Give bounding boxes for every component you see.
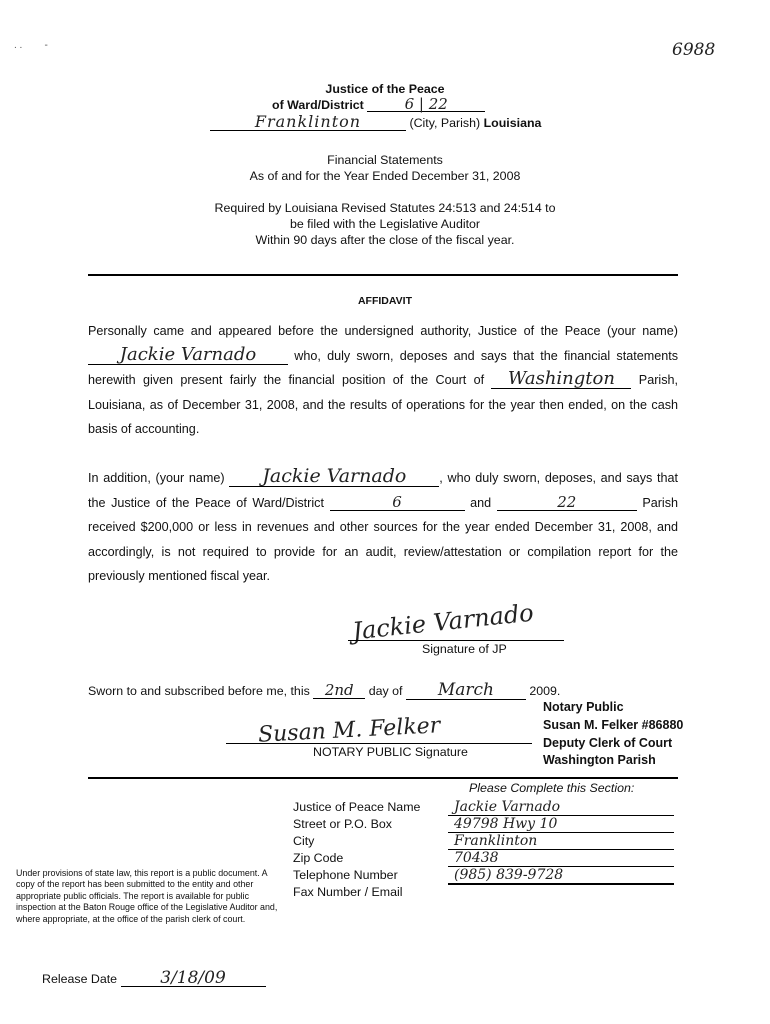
p1-name-fill: Jackie Varnado bbox=[88, 346, 288, 365]
jp-signature-line bbox=[348, 640, 564, 641]
scan-specks: . . - bbox=[14, 40, 48, 51]
sworn-year: 2009. bbox=[529, 684, 561, 698]
contact-instruction: Please Complete this Section: bbox=[469, 781, 635, 795]
sworn-month-fill: March bbox=[406, 682, 526, 700]
notary-stamp-line-1: Notary Public bbox=[543, 700, 624, 714]
notary-stamp-line-4: Washington Parish bbox=[543, 753, 656, 767]
label-city: City bbox=[293, 834, 315, 848]
ward-row bbox=[272, 97, 485, 112]
divider-top bbox=[88, 274, 678, 276]
value-fax-email bbox=[448, 884, 674, 885]
notary-signature: Susan M. Felker bbox=[257, 713, 441, 748]
p1-text-c: Parish, Louisiana, as of December 31, 2008, and the results of operations for the year then ended, on the cash basis of accounting. bbox=[88, 373, 678, 436]
release-date-row bbox=[42, 970, 266, 987]
required-line-3: Within 90 days after the close of the fiscal year. bbox=[255, 233, 515, 247]
p2-ward2-fill: 22 bbox=[497, 495, 637, 511]
p2-text-b: , who duly sworn, deposes, and says that the Justice of the Peace of Ward/District bbox=[88, 471, 678, 510]
ward-value: 6 | 22 bbox=[367, 97, 485, 112]
subtitle-financial: Financial Statements bbox=[327, 153, 443, 167]
required-line-1: Required by Louisiana Revised Statutes 24:513 and 24:514 to bbox=[214, 201, 556, 215]
notary-signature-label: NOTARY PUBLIC Signature bbox=[313, 745, 468, 759]
p1-court-fill: Washington bbox=[491, 370, 631, 389]
sworn-row bbox=[88, 682, 560, 700]
notary-signature-line bbox=[226, 743, 532, 744]
divider-bottom bbox=[88, 777, 678, 779]
affidavit-heading: AFFIDAVIT bbox=[357, 295, 413, 307]
notary-stamp-line-3: Deputy Clerk of Court bbox=[543, 736, 673, 750]
p1-text-a: Personally came and appeared before the undersigned authority, Justice of the Peace (your name) bbox=[88, 324, 678, 338]
p2-text-c: Parish received $200,000 or less in revenues and other sources for the year ended December 31, 2008, and accordingly, is not required to provide for an audit, review/attestation or compilation report for the previously mentioned fiscal year. bbox=[88, 495, 679, 583]
ward-label: of Ward/District bbox=[272, 98, 364, 112]
release-date-value: 3/18/09 bbox=[121, 970, 266, 987]
city-value: Franklinton bbox=[210, 114, 406, 131]
value-zip: 70438 bbox=[448, 850, 674, 867]
value-telephone: (985) 839-9728 bbox=[448, 867, 674, 884]
corner-handwritten-number: 6988 bbox=[672, 40, 716, 60]
affidavit-paragraph-2 bbox=[88, 466, 678, 589]
jp-signature-label: Signature of JP bbox=[422, 642, 507, 656]
label-fax-email: Fax Number / Email bbox=[293, 885, 403, 899]
subtitle-period: As of and for the Year Ended December 31, 2008 bbox=[249, 169, 521, 183]
p2-text-a: In addition, (your name) bbox=[88, 471, 225, 485]
state-name: Louisiana bbox=[483, 116, 542, 130]
sworn-text-1: Sworn to and subscribed before me, this bbox=[88, 684, 310, 698]
label-jp-name: Justice of Peace Name bbox=[293, 800, 421, 814]
label-telephone: Telephone Number bbox=[293, 868, 398, 882]
city-suffix: (City, Parish) bbox=[409, 116, 481, 130]
value-street: 49798 Hwy 10 bbox=[448, 816, 674, 833]
p1-text-b: who, duly sworn, deposes and says that the financial statements herewith given present fairly the financial position of the Court of bbox=[88, 348, 679, 387]
affidavit-paragraph-1 bbox=[88, 319, 678, 442]
label-street: Street or P.O. Box bbox=[293, 817, 392, 831]
sworn-day-fill: 2nd bbox=[313, 683, 365, 699]
jp-signature: Jackie Varnado bbox=[351, 598, 535, 646]
value-city: Franklinton bbox=[448, 833, 674, 850]
sworn-text-2: day of bbox=[368, 684, 403, 698]
p2-name-fill: Jackie Varnado bbox=[229, 467, 439, 487]
label-zip: Zip Code bbox=[293, 851, 344, 865]
notary-stamp-line-2: Susan M. Felker #86880 bbox=[543, 718, 684, 732]
p2-ward1-fill: 6 bbox=[330, 495, 465, 511]
p2-and: and bbox=[470, 495, 492, 510]
public-document-disclaimer: Under provisions of state law, this report is a public document. A copy of the report has been submitted to the entity and other appropriate public officials. The report is available for public inspection at the Baton Rouge office of the Legislative Auditor and, where appropriate, at the office of the parish clerk of court. bbox=[16, 868, 278, 924]
header-title: Justice of the Peace bbox=[325, 82, 445, 96]
required-line-2: be filed with the Legislative Auditor bbox=[289, 217, 481, 231]
city-row bbox=[210, 114, 541, 131]
release-date-label: Release Date bbox=[42, 972, 118, 986]
value-jp-name: Jackie Varnado bbox=[448, 799, 674, 816]
